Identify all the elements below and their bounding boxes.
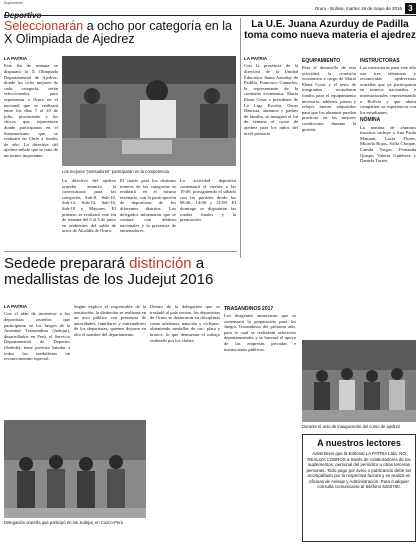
section-divider	[4, 251, 237, 252]
logo-sup: Suplemento	[4, 1, 23, 5]
article1-photo	[62, 56, 236, 166]
article2-subhead-equipment: EQUIPAMIENTO	[302, 58, 341, 64]
article1-column-1	[4, 56, 58, 160]
article3-kicker: LA PATRIA	[4, 304, 28, 309]
masthead	[4, 1, 416, 20]
article2-headline: La U.E. Juana Azurduy de Padilla toma como nueva materia el ajedrez	[244, 19, 416, 41]
page-number: 3	[405, 3, 416, 14]
article2-photo	[302, 340, 416, 422]
article2-caption: Durante el acto de inauguración del curso de ajedrez	[302, 424, 401, 429]
article2-kicker: LA PATRIA	[244, 56, 268, 61]
article2-column-1	[244, 56, 298, 137]
article3-column-4: TRASANDINOS 2017 Los dirigentes anunciaron que se comenzará la preparación para los Juegos Trasandinos del próximo año, para lo cual se realizarán selectivos departamentales y se buscará el apoyo de las empresas privadas e instituciones públicas.	[224, 306, 296, 352]
article3-headline-highlight: distinción	[129, 255, 192, 272]
logo-name: Deportivo	[4, 10, 42, 20]
readers-notice-body: Advertimos que la Editorial LA PATRIA Ltda. NO REALIZA COBROS a través de colaboradores de los suplementos, personal del periódico u otras terceras personas. Todo pago por aviso o publicación debe ser acompañado por la respectiva factura y se realiza en oficinas de Avisaje y Administración. Para cualquier consulta comunicarse al teléfono 5250780.	[306, 451, 412, 489]
dateline: Oruro - Bolivia, martes 18 de mayo de 2016	[314, 6, 402, 11]
article3-caption: Delegación orureña que participó en los Judejut, en Cuzco-Perú	[4, 520, 123, 525]
article1-headline-highlight: Seleccionarán	[4, 19, 84, 33]
article1-kicker: LA PATRIA	[4, 56, 28, 61]
chess-players-photo	[62, 56, 236, 166]
article1-column-4: La actividad deportiva comenzará el viernes a las 19:00, prosiguiendo el sábado con las partidas desde las 08:30, 14:00 y 21:00. El domingo se disputarán las rondas finales y la premiación.	[180, 178, 236, 223]
article1-caption: Los mejores “pensadores” participarán en la competencia.	[62, 169, 171, 174]
article2-subhead-instructors: INSTRUCTORAS	[360, 58, 400, 64]
article1-column-2: La directiva del ajedrez orureño anunció la convocatoria para las categorías Sub-8, Sub-10, Sub-12, Sub-14, Sub-16, Sub-18 y Mayores. El primero se realizará este fin de semana del 3 al 5 de junio en ambientes del salón de actos de Alcaldía de Oruro.	[62, 178, 116, 234]
article2-subhead-roster: NÓMINA	[360, 117, 381, 124]
article3-column-3: Dentro de la delegación que se trasladó al país vecino, los deportistas de Oruro se destacaron en disciplinas como atletismo, natación y ciclismo, obteniendo medallas de oro, plata y bronce, lo que demuestra el trabajo realizado por los clubes.	[150, 304, 220, 343]
readers-notice-title: A nuestros lectores	[317, 438, 401, 448]
article1-column-3: El cuarto para los distintos torneos de las categorías se realizará en el mismo escenario, con la participación de deportistas de los diferentes distritos. Los delegados informaron que se contará con árbitros nacionales y la presencia de entrenadores.	[120, 178, 176, 234]
article1-headline	[4, 20, 236, 46]
delegation-photo	[4, 420, 146, 518]
article3-column-2: Según explicó el responsable de la institución, la distinción se realizará en un acto público con presencia de autoridades, familiares y entrenadores de los deportistas, quienes dejaron en alto el nombre del departamento.	[74, 304, 146, 337]
readers-notice-box	[302, 434, 416, 542]
article2-col1-text: Con la presencia de la directiva de la Unidad Educativa Juana Azurduy de Padilla, Francisco Camacho, la representante de la comisión económica, María Elena Cossi e presidente de La Liga Escolar, Oscar Bautista, alumnos y padres de familia, se inauguró el fin de semana el curso de ajedrez para los niños del nivel primario.	[244, 63, 298, 136]
article2-column-2: EQUIPAMIENTO Para el desarrollo de esta actividad, la comisión económica a cargo de María Elena Cossi y el resto de integrantes recaudaron fondos para el equipamiento necesario; tableros, piezas y relojes fueron adquiridos para que los alumnos puedan practicar en las mejores condiciones durante la gestión.	[302, 58, 356, 132]
article3-column-1: LA PATRIA Con el afán de incentivar a los deportistas orureños que participaron en los Juegos de la Juventud Transandina (Judejut), desarrollados en Perú, el Servicio Departamental de Deportes (Sedede), tiene previsto brindar a todos los medallistas un reconocimiento especial.	[4, 304, 70, 362]
inauguration-photo	[302, 340, 416, 422]
article1-headline-rest: a ocho por categoría en la X Olimpiada de Ajedrez	[4, 19, 232, 47]
article1-body	[4, 56, 236, 246]
article2-column-3: INSTRUCTORAS Las instructoras para este año son tres talentosas y reconocidas ajedrecistas orureñas que ya participaron en torneos nacionales e internacionales representando a Bolivia y que ahora comparten su experiencia con los estudiantes. NÓMINA La nómina de alumnos inscritos incluye a Ana Paula Mamani, Lucía Flores, Micaela Rojas, Sofía Choque, Camila Vargas, Fernanda Quispe, Valeria Gutiérrez y Daniela Torrez.	[360, 58, 416, 164]
article3-photo	[4, 420, 146, 518]
column-divider	[240, 18, 241, 258]
article3-subhead-trasandinos: TRASANDINOS 2017	[224, 306, 274, 312]
article1-col1-text: Este fin de semana se disputará la X Olimpiada Departamental de Ajedrez, donde los ocho mejores de cada categoría, serán seleccionados para representar a Oruro en el nacional que se realizará entre los días 7 al 10 de julio, proveniente a los chicos que representen donde participaron en el Suramericano que se realizará en Chile a finales de año. La directiva del ajedrez señaló que se trata de un torneo importante.	[4, 63, 58, 158]
article3-headline: Sedede preparará distinción a medallistas de los Judejut 2016	[4, 255, 214, 288]
